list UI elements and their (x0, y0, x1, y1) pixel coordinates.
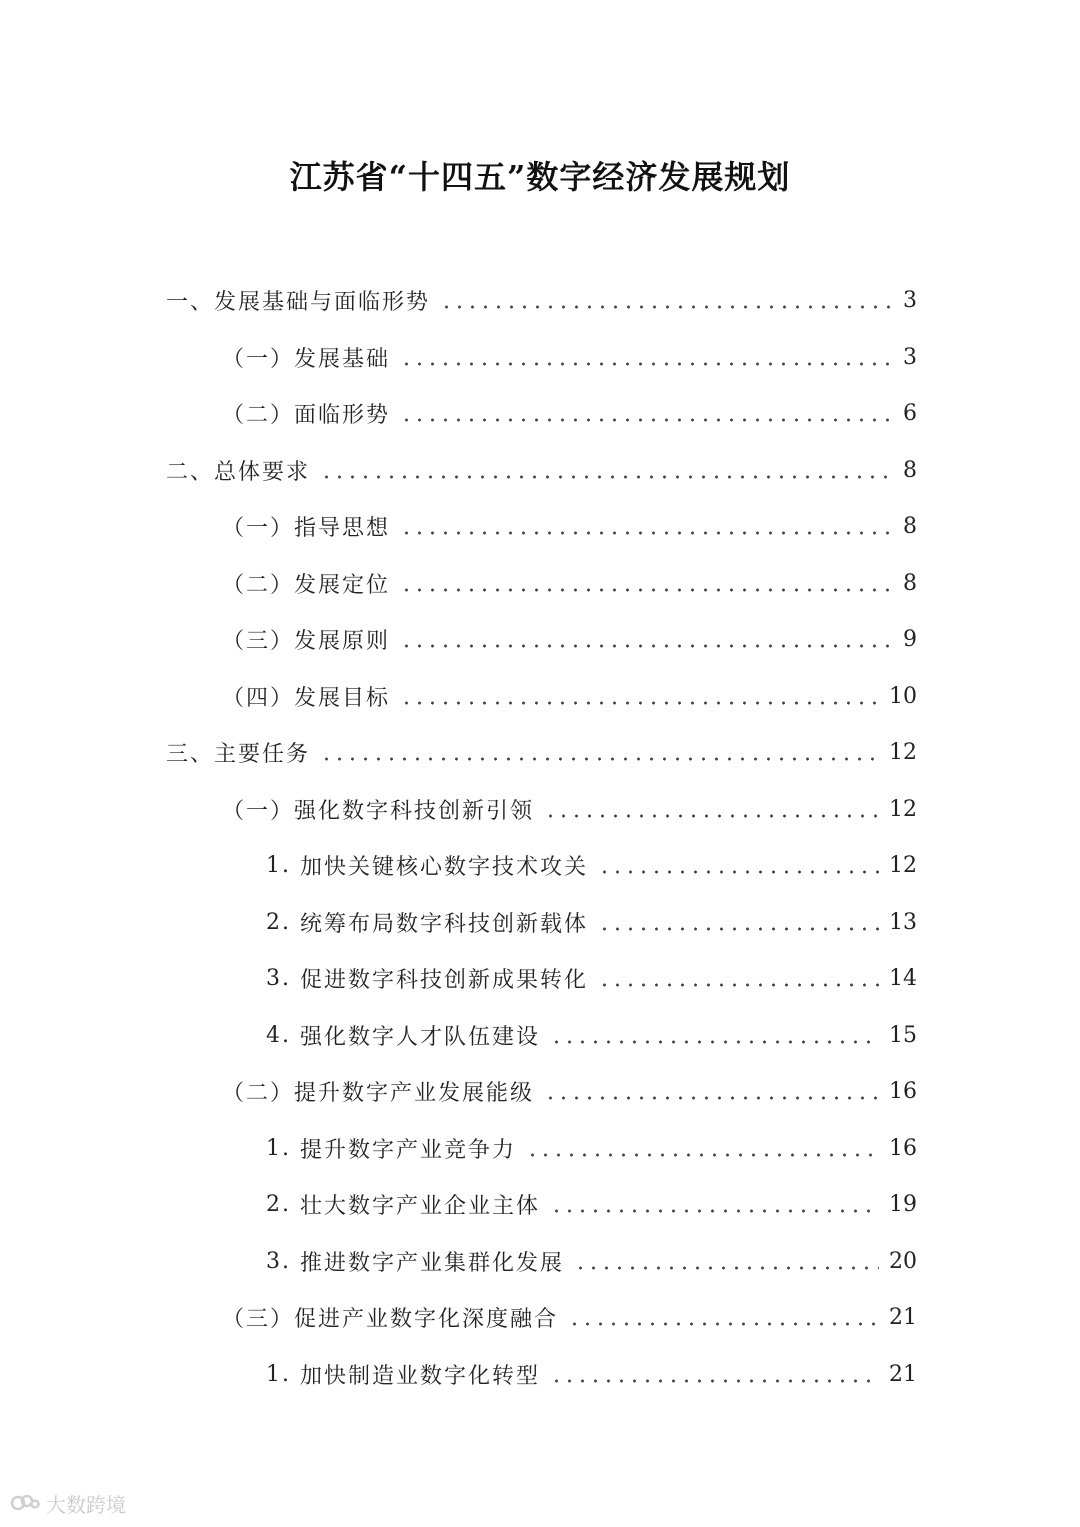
toc-page-number: 16 (889, 1135, 917, 1161)
toc-entry-number: （三） (222, 1306, 295, 1332)
toc-entry[interactable] (266, 1017, 917, 1053)
toc-entry-label: 发展定位 (294, 572, 391, 598)
toc-entry[interactable] (166, 452, 917, 488)
toc-entry-number: （二） (222, 402, 295, 428)
toc-page-number: 12 (889, 739, 917, 765)
toc-entry-number: （一） (222, 798, 295, 824)
toc-dot-leader (568, 1321, 879, 1327)
toc-dot-leader (598, 869, 879, 875)
brand-logo-icon (10, 1490, 40, 1516)
toc-entry-label: 促进产业数字化深度融合 (294, 1306, 559, 1332)
toc-dot-leader (544, 813, 879, 819)
toc-entry[interactable] (266, 904, 917, 940)
toc-entry[interactable] (266, 847, 917, 883)
toc-entry-label: 统筹布局数字科技创新载体 (299, 911, 588, 937)
toc-page-number: 20 (889, 1248, 917, 1274)
toc-entry[interactable] (266, 1186, 917, 1222)
toc-entry-number: 2. (266, 1191, 300, 1217)
toc-entry[interactable] (266, 1243, 917, 1279)
toc-dot-leader (598, 982, 879, 988)
toc-entry-number: 2. (266, 909, 300, 935)
toc-page-number: 15 (889, 1022, 917, 1048)
toc-page-number: 19 (889, 1191, 917, 1217)
toc-entry-label: 发展基础 (294, 346, 391, 372)
toc-page-number: 8 (903, 513, 917, 539)
toc-entry[interactable] (266, 1356, 917, 1392)
document-title: 江苏省“十四五”数字经济发展规划 (289, 158, 791, 196)
toc-entry[interactable] (222, 565, 917, 601)
toc-entry-label: 指导思想 (294, 515, 391, 541)
toc-page-number: 3 (903, 287, 917, 313)
toc-page-number: 21 (889, 1361, 917, 1387)
toc-dot-leader (550, 1378, 879, 1384)
toc-entry-number: 三、 (166, 741, 215, 767)
toc-page-number: 21 (889, 1304, 917, 1330)
toc-dot-leader (440, 304, 893, 310)
toc-entry-number: 二、 (166, 459, 215, 485)
toc-dot-leader (400, 361, 893, 367)
toc-page-number: 6 (903, 400, 917, 426)
toc-page-number: 8 (903, 570, 917, 596)
toc-dot-leader (544, 1095, 879, 1101)
toc-entry-label: 加快关键核心数字技术攻关 (299, 854, 588, 880)
toc-entry[interactable] (222, 1299, 917, 1335)
toc-entry-number: （三） (222, 628, 295, 654)
toc-dot-leader (400, 530, 893, 536)
toc-entry-label: 发展目标 (294, 685, 391, 711)
toc-entry-number: 1. (266, 1361, 300, 1387)
toc-entry[interactable] (166, 282, 917, 318)
watermark-text: 大数跨境 (46, 1492, 126, 1517)
toc-page-number: 14 (889, 965, 917, 991)
toc-entry-number: （四） (222, 685, 295, 711)
toc-page-number: 16 (889, 1078, 917, 1104)
toc-entry-label: 加快制造业数字化转型 (299, 1363, 540, 1389)
toc-entry-label: 发展原则 (294, 628, 391, 654)
toc-entry[interactable] (222, 339, 917, 375)
toc-dot-leader (550, 1208, 879, 1214)
toc-dot-leader (400, 587, 893, 593)
toc-entry-number: 1. (266, 1135, 300, 1161)
toc-entry[interactable] (166, 734, 917, 770)
toc-page-number: 8 (903, 457, 917, 483)
toc-entry-number: （二） (222, 1080, 295, 1106)
toc-page-number: 10 (889, 683, 917, 709)
toc-dot-leader (320, 756, 879, 762)
toc-dot-leader (574, 1265, 879, 1271)
toc-entry[interactable] (266, 1130, 917, 1166)
toc-page-number: 3 (903, 344, 917, 370)
toc-entry[interactable] (222, 1073, 917, 1109)
toc-entry-number: （一） (222, 515, 295, 541)
toc-entry[interactable] (222, 791, 917, 827)
toc-entry-label: 提升数字产业发展能级 (294, 1080, 535, 1106)
toc-entry-label: 推进数字产业集群化发展 (299, 1250, 564, 1276)
toc-entry[interactable] (222, 621, 917, 657)
toc-entry-label: 发展基础与面临形势 (214, 289, 431, 315)
toc-entry-label: 壮大数字产业企业主体 (299, 1193, 540, 1219)
toc-page-number: 12 (889, 796, 917, 822)
toc-entry-label: 主要任务 (214, 741, 311, 767)
toc-page-number: 9 (903, 626, 917, 652)
toc-entry-number: 1. (266, 852, 300, 878)
toc-entry-number: 4. (266, 1022, 300, 1048)
toc-dot-leader (550, 1039, 879, 1045)
toc-dot-leader (598, 926, 879, 932)
toc-dot-leader (400, 700, 879, 706)
toc-entry[interactable] (222, 508, 917, 544)
toc-entry-label: 总体要求 (214, 459, 311, 485)
toc-entry[interactable] (222, 678, 917, 714)
toc-dot-leader (400, 417, 893, 423)
toc-dot-leader (320, 474, 893, 480)
toc-entry-number: （一） (222, 346, 295, 372)
toc-dot-leader (526, 1152, 879, 1158)
toc-entry-label: 强化数字人才队伍建设 (299, 1024, 540, 1050)
toc-entry-number: 一、 (166, 289, 215, 315)
toc-entry-number: 3. (266, 1248, 300, 1274)
toc-page-number: 13 (889, 909, 917, 935)
toc-dot-leader (400, 643, 893, 649)
toc-entry-label: 面临形势 (294, 402, 391, 428)
toc-entry[interactable] (222, 395, 917, 431)
toc-entry-number: （二） (222, 572, 295, 598)
toc-page-number: 12 (889, 852, 917, 878)
toc-entry-label: 提升数字产业竞争力 (299, 1137, 516, 1163)
toc-entry-label: 强化数字科技创新引领 (294, 798, 535, 824)
toc-entry-number: 3. (266, 965, 300, 991)
toc-entry-label: 促进数字科技创新成果转化 (299, 967, 588, 993)
toc-entry[interactable] (266, 960, 917, 996)
watermark (10, 1488, 126, 1518)
